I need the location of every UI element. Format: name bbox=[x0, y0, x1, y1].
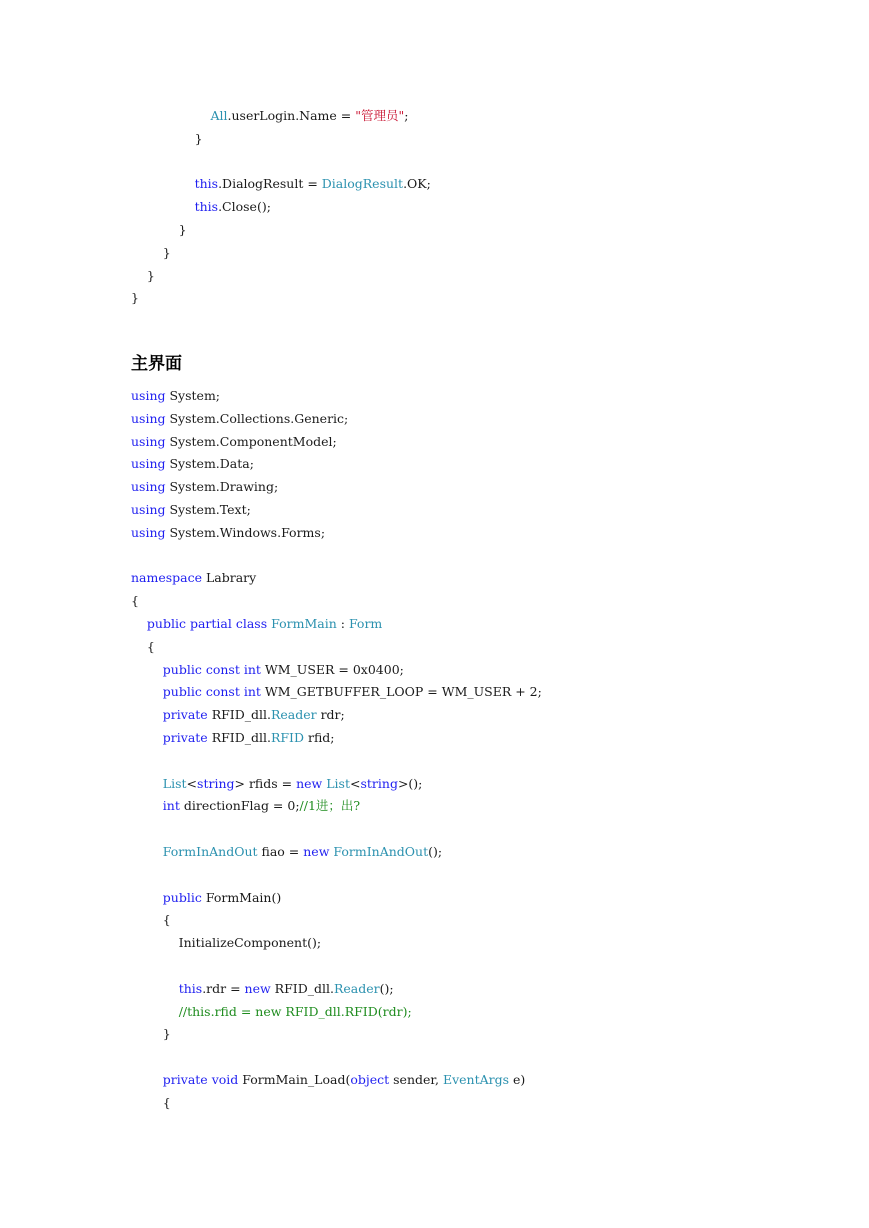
code-token: fiao = bbox=[257, 843, 304, 859]
code-line bbox=[131, 265, 431, 288]
code-token: namespace bbox=[131, 570, 203, 586]
code-token bbox=[131, 981, 179, 996]
code-token: (); bbox=[428, 843, 443, 859]
code-token: using bbox=[131, 524, 166, 540]
code-token: using bbox=[131, 410, 166, 426]
code-token: WM_USER = 0x0400; bbox=[260, 661, 404, 677]
code-token bbox=[131, 176, 195, 191]
code-token: < bbox=[186, 775, 198, 791]
code-token: System.Collections.Generic; bbox=[165, 410, 349, 426]
code-line bbox=[131, 659, 542, 682]
code-token bbox=[131, 662, 163, 677]
code-line bbox=[131, 841, 542, 864]
code-token: } bbox=[131, 1026, 171, 1042]
code-token: DialogResult bbox=[321, 176, 404, 192]
code-token: System.Data; bbox=[165, 456, 254, 472]
code-line bbox=[131, 242, 431, 265]
code-token: this bbox=[194, 199, 219, 215]
code-line bbox=[131, 932, 542, 955]
code-line bbox=[131, 795, 542, 818]
code-token: System.ComponentModel; bbox=[165, 433, 337, 449]
code-line bbox=[131, 287, 431, 310]
code-token: new bbox=[296, 775, 323, 791]
code-token: new bbox=[244, 980, 271, 996]
code-line bbox=[131, 476, 542, 499]
code-token: using bbox=[131, 388, 166, 403]
code-token: .DialogResult = bbox=[218, 176, 322, 192]
code-line bbox=[131, 105, 431, 128]
code-line bbox=[131, 978, 542, 1001]
code-token: directionFlag = 0; bbox=[179, 798, 300, 814]
code-token: } bbox=[131, 221, 187, 237]
code-token: } bbox=[131, 267, 155, 283]
code-token: RFID_dll. bbox=[207, 729, 271, 745]
code-line bbox=[131, 453, 542, 476]
code-line bbox=[131, 1092, 542, 1115]
code-token bbox=[131, 798, 163, 813]
code-token: private bbox=[162, 729, 208, 745]
code-token: int bbox=[162, 798, 180, 814]
code-token: { bbox=[131, 1094, 171, 1110]
code-token: rdr; bbox=[316, 707, 345, 723]
code-token: class bbox=[235, 615, 268, 631]
code-token: Reader bbox=[333, 980, 380, 996]
code-line bbox=[131, 567, 542, 590]
code-token: .rdr = bbox=[202, 980, 245, 996]
code-token: { bbox=[131, 638, 155, 654]
code-token: >(); bbox=[397, 775, 423, 791]
code-token: Labrary bbox=[202, 570, 257, 586]
code-line bbox=[131, 408, 542, 431]
code-token: sender, bbox=[389, 1071, 443, 1087]
code-line bbox=[131, 219, 431, 242]
code-token: FormMain_Load( bbox=[238, 1071, 351, 1087]
code-token bbox=[131, 616, 147, 631]
code-token: All bbox=[210, 108, 228, 123]
code-token: RFID bbox=[270, 729, 305, 745]
code-token: (); bbox=[379, 980, 394, 996]
code-token: .userLogin.Name = bbox=[227, 108, 356, 123]
code-token: .Close(); bbox=[218, 199, 271, 215]
code-token: void bbox=[211, 1071, 239, 1087]
code-line bbox=[131, 1069, 542, 1092]
code-line bbox=[131, 955, 542, 978]
code-token: } bbox=[131, 290, 139, 306]
code-token: string bbox=[197, 775, 235, 791]
code-token: const bbox=[205, 661, 240, 677]
code-token: > rfids = bbox=[234, 775, 297, 791]
code-line bbox=[131, 173, 431, 196]
code-token: //1进；出? bbox=[299, 798, 361, 814]
code-token bbox=[131, 108, 210, 123]
code-token: this bbox=[194, 176, 219, 192]
code-token: public bbox=[162, 661, 202, 677]
code-token: private bbox=[162, 707, 208, 723]
code-token bbox=[131, 1072, 163, 1087]
code-line bbox=[131, 636, 542, 659]
code-token: this bbox=[178, 980, 203, 996]
code-token: < bbox=[350, 775, 361, 791]
code-token bbox=[131, 890, 163, 905]
code-token: System.Windows.Forms; bbox=[165, 524, 326, 540]
code-line bbox=[131, 499, 542, 522]
code-line bbox=[131, 773, 542, 796]
code-token: System; bbox=[165, 388, 221, 403]
code-token: List bbox=[326, 775, 350, 791]
code-token: using bbox=[131, 501, 166, 517]
code-line bbox=[131, 1046, 542, 1069]
code-line bbox=[131, 196, 431, 219]
code-token: object bbox=[350, 1071, 390, 1087]
code-token bbox=[131, 684, 163, 699]
code-token: System.Drawing; bbox=[165, 479, 279, 495]
code-token: } bbox=[131, 244, 171, 260]
code-block-login-end bbox=[131, 105, 431, 310]
code-token: List bbox=[162, 775, 187, 791]
code-token: public bbox=[162, 684, 202, 700]
code-line bbox=[131, 887, 542, 910]
code-token: FormMain bbox=[271, 615, 337, 631]
code-line bbox=[131, 704, 542, 727]
code-token bbox=[131, 199, 195, 214]
code-token: FormMain() bbox=[201, 889, 282, 905]
code-token: System.Text; bbox=[165, 501, 251, 517]
code-line bbox=[131, 613, 542, 636]
code-token: .OK; bbox=[403, 176, 431, 192]
code-token: new bbox=[303, 843, 330, 859]
code-line bbox=[131, 522, 542, 545]
code-token: using bbox=[131, 479, 166, 495]
code-token bbox=[131, 707, 163, 722]
code-line bbox=[131, 128, 431, 151]
code-token: string bbox=[360, 775, 398, 791]
code-token: int bbox=[243, 661, 261, 677]
code-token: FormInAndOut bbox=[333, 843, 429, 859]
code-line bbox=[131, 431, 542, 454]
code-token: public bbox=[162, 889, 202, 905]
code-token: RFID_dll. bbox=[270, 980, 334, 996]
code-line bbox=[131, 1023, 542, 1046]
code-token: int bbox=[243, 684, 261, 700]
code-token: { bbox=[131, 593, 139, 609]
code-line bbox=[131, 590, 542, 613]
code-token: Form bbox=[348, 615, 383, 631]
code-line bbox=[131, 909, 542, 932]
code-token: InitializeComponent(); bbox=[131, 935, 322, 951]
code-token: //this.rfid = new RFID_dll.RFID(rdr); bbox=[178, 1003, 412, 1019]
code-token: FormInAndOut bbox=[162, 843, 258, 859]
code-line bbox=[131, 545, 542, 568]
code-line bbox=[131, 681, 542, 704]
code-token: ; bbox=[404, 108, 409, 123]
code-token: } bbox=[131, 130, 203, 146]
code-line bbox=[131, 818, 542, 841]
code-token: partial bbox=[189, 615, 232, 631]
code-line bbox=[131, 727, 542, 750]
code-token bbox=[131, 776, 163, 791]
code-line bbox=[131, 864, 542, 887]
code-token bbox=[131, 730, 163, 745]
code-line bbox=[131, 1001, 542, 1024]
code-token: e) bbox=[509, 1071, 526, 1087]
code-line bbox=[131, 750, 542, 773]
code-token: using bbox=[131, 456, 166, 472]
code-token: Reader bbox=[270, 707, 317, 723]
code-token: const bbox=[205, 684, 240, 700]
code-token: : bbox=[336, 615, 349, 631]
code-token: rfid; bbox=[304, 729, 335, 745]
code-token: WM_GETBUFFER_LOOP = WM_USER + 2; bbox=[260, 684, 542, 700]
code-token bbox=[131, 844, 163, 859]
code-token: public bbox=[146, 615, 186, 631]
code-token: using bbox=[131, 433, 166, 449]
code-token: { bbox=[131, 912, 171, 928]
code-line bbox=[131, 385, 542, 408]
section-heading: 主界面 bbox=[131, 354, 182, 374]
code-token bbox=[131, 1004, 179, 1019]
code-token: private bbox=[162, 1071, 208, 1087]
code-token: "管理员" bbox=[355, 108, 405, 123]
code-token: RFID_dll. bbox=[207, 707, 271, 723]
code-block-form-main bbox=[131, 385, 542, 1115]
code-token: EventArgs bbox=[442, 1071, 510, 1087]
code-line bbox=[131, 151, 431, 174]
